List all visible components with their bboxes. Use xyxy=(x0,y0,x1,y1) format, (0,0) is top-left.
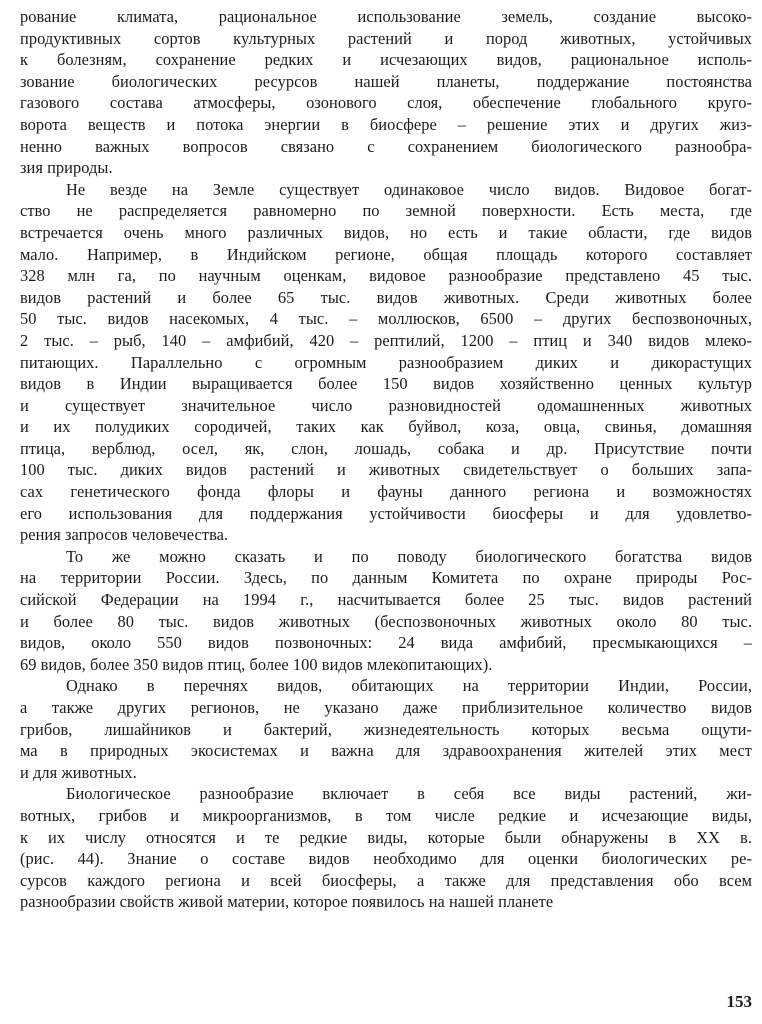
text-line: питающих. Параллельно с огромным разнообразием диких и дикорастущих xyxy=(20,352,752,372)
text-line: рование климата, рациональное использование земель, создание высоко- xyxy=(20,7,752,26)
text-line: Не везде на Земле существует одинаковое число видов. Видовое богат- xyxy=(66,179,752,199)
text-line: ма в природных экосистемах и важна для здравоохранения жителей этих мест xyxy=(20,741,752,761)
text-line: птица, верблюд, осел, як, слон, лошадь, собака и др. Присутствие почти xyxy=(20,438,752,458)
paragraph-species-richness xyxy=(20,179,752,546)
text-line: а также других регионов, не указано даже приблизительное количество видов xyxy=(20,698,752,717)
text-line: ворота веществ и потока энергии в биосфере – решение этих и других жиз- xyxy=(20,114,752,134)
text-line: сийской Федерации на 1994 г., насчитывается более 25 тыс. видов растений xyxy=(20,590,752,610)
text-line: и более 80 тыс. видов животных (беспозвоночных животных около 80 тыс. xyxy=(20,611,752,631)
text-line: 100 тыс. диких видов растений и животных свидетельствует о больших запа- xyxy=(20,460,752,480)
text-line: газового состава атмосферы, озонового слоя, обеспечение глобального круго- xyxy=(20,93,752,113)
text-line: продуктивных сортов культурных растений и пород животных, устойчивых xyxy=(20,28,752,48)
text-line: разнообразии свойств живой материи, которое появилось на нашей планете xyxy=(20,892,554,912)
text-line: 69 видов, более 350 видов птиц, более 100 видов млекопитающих). xyxy=(20,654,493,674)
text-line: ство не распределяется равномерно по земной поверхности. Есть места, где xyxy=(20,201,752,221)
text-line: зование биологических ресурсов нашей планеты, поддержание постоянства xyxy=(20,71,752,91)
text-line: То же можно сказать и по поводу биологического богатства видов xyxy=(66,546,752,566)
text-line: к их числу относятся и те редкие виды, которые были обнаружены в XX в. xyxy=(20,827,752,847)
paragraph-biodiversity xyxy=(20,783,752,913)
text-line: (рис. 44). Знание о составе видов необходимо для оценки биологических ре- xyxy=(20,849,752,869)
text-line: грибов, лишайников и бактерий, жизнедеятельность которых весьма ощути- xyxy=(20,719,752,739)
text-line: мало. Например, в Индийском регионе, общая площадь которого составляет xyxy=(20,244,752,264)
text-line: видов растений и более 65 тыс. видов животных. Среди животных более xyxy=(20,287,752,307)
paragraph-russia xyxy=(20,546,752,676)
text-line: 50 тыс. видов насекомых, 4 тыс. – моллюсков, 6500 – других беспозвоночных, xyxy=(20,309,752,329)
text-line: встречается очень много различных видов, но есть и такие области, где видов xyxy=(20,222,752,242)
text-line: 328 млн га, по научным оценкам, видовое разнообразие представлено 45 тыс. xyxy=(20,266,752,286)
text-line: рения запросов человечества. xyxy=(20,525,229,545)
text-line: видов, около 550 видов позвоночных: 24 вида амфибий, пресмыкающихся – xyxy=(20,633,752,653)
text-line: ненно важных вопросов связано с сохранением биологического разнообра- xyxy=(20,136,752,156)
text-line: 2 тыс. – рыб, 140 – амфибий, 420 – рептилий, 1200 – птиц и 340 видов млеко- xyxy=(20,330,752,350)
text-line: вотных, грибов и микроорганизмов, в том числе редкие и исчезающие виды, xyxy=(20,805,752,825)
text-line: зия природы. xyxy=(20,158,113,178)
text-line: видов в Индии выращивается более 150 видов хозяйственно ценных культур xyxy=(20,374,752,394)
text-line: Однако в перечнях видов, обитающих на территории Индии, России, xyxy=(66,676,752,696)
text-line: на территории России. Здесь, по данным Комитета по охране природы Рос- xyxy=(20,568,752,588)
text-line: и их полудиких сородичей, таких как буйвол, коза, овца, свинья, домашняя xyxy=(20,417,752,437)
text-line: сах генетического фонда флоры и фауны данного региона и возможностях xyxy=(20,482,752,502)
text-line: его использования для поддержания устойчивости биосферы и для удовлетво- xyxy=(20,503,752,523)
body-text xyxy=(20,6,752,913)
text-line: Биологическое разнообразие включает в себя все виды растений, жи- xyxy=(66,784,752,804)
page-number: 153 xyxy=(726,992,752,1011)
text-line: и для животных. xyxy=(20,762,137,782)
text-line: и существует значительное число разновидностей одомашненных животных xyxy=(20,395,752,415)
text-line: к болезням, сохранение редких и исчезающих видов, рациональное исполь- xyxy=(20,50,752,70)
paragraph-fungi xyxy=(20,675,752,783)
text-line: сурсов каждого региона и всей биосферы, а также для представления обо всем xyxy=(20,870,752,890)
paragraph-intro-continuation xyxy=(20,6,752,179)
